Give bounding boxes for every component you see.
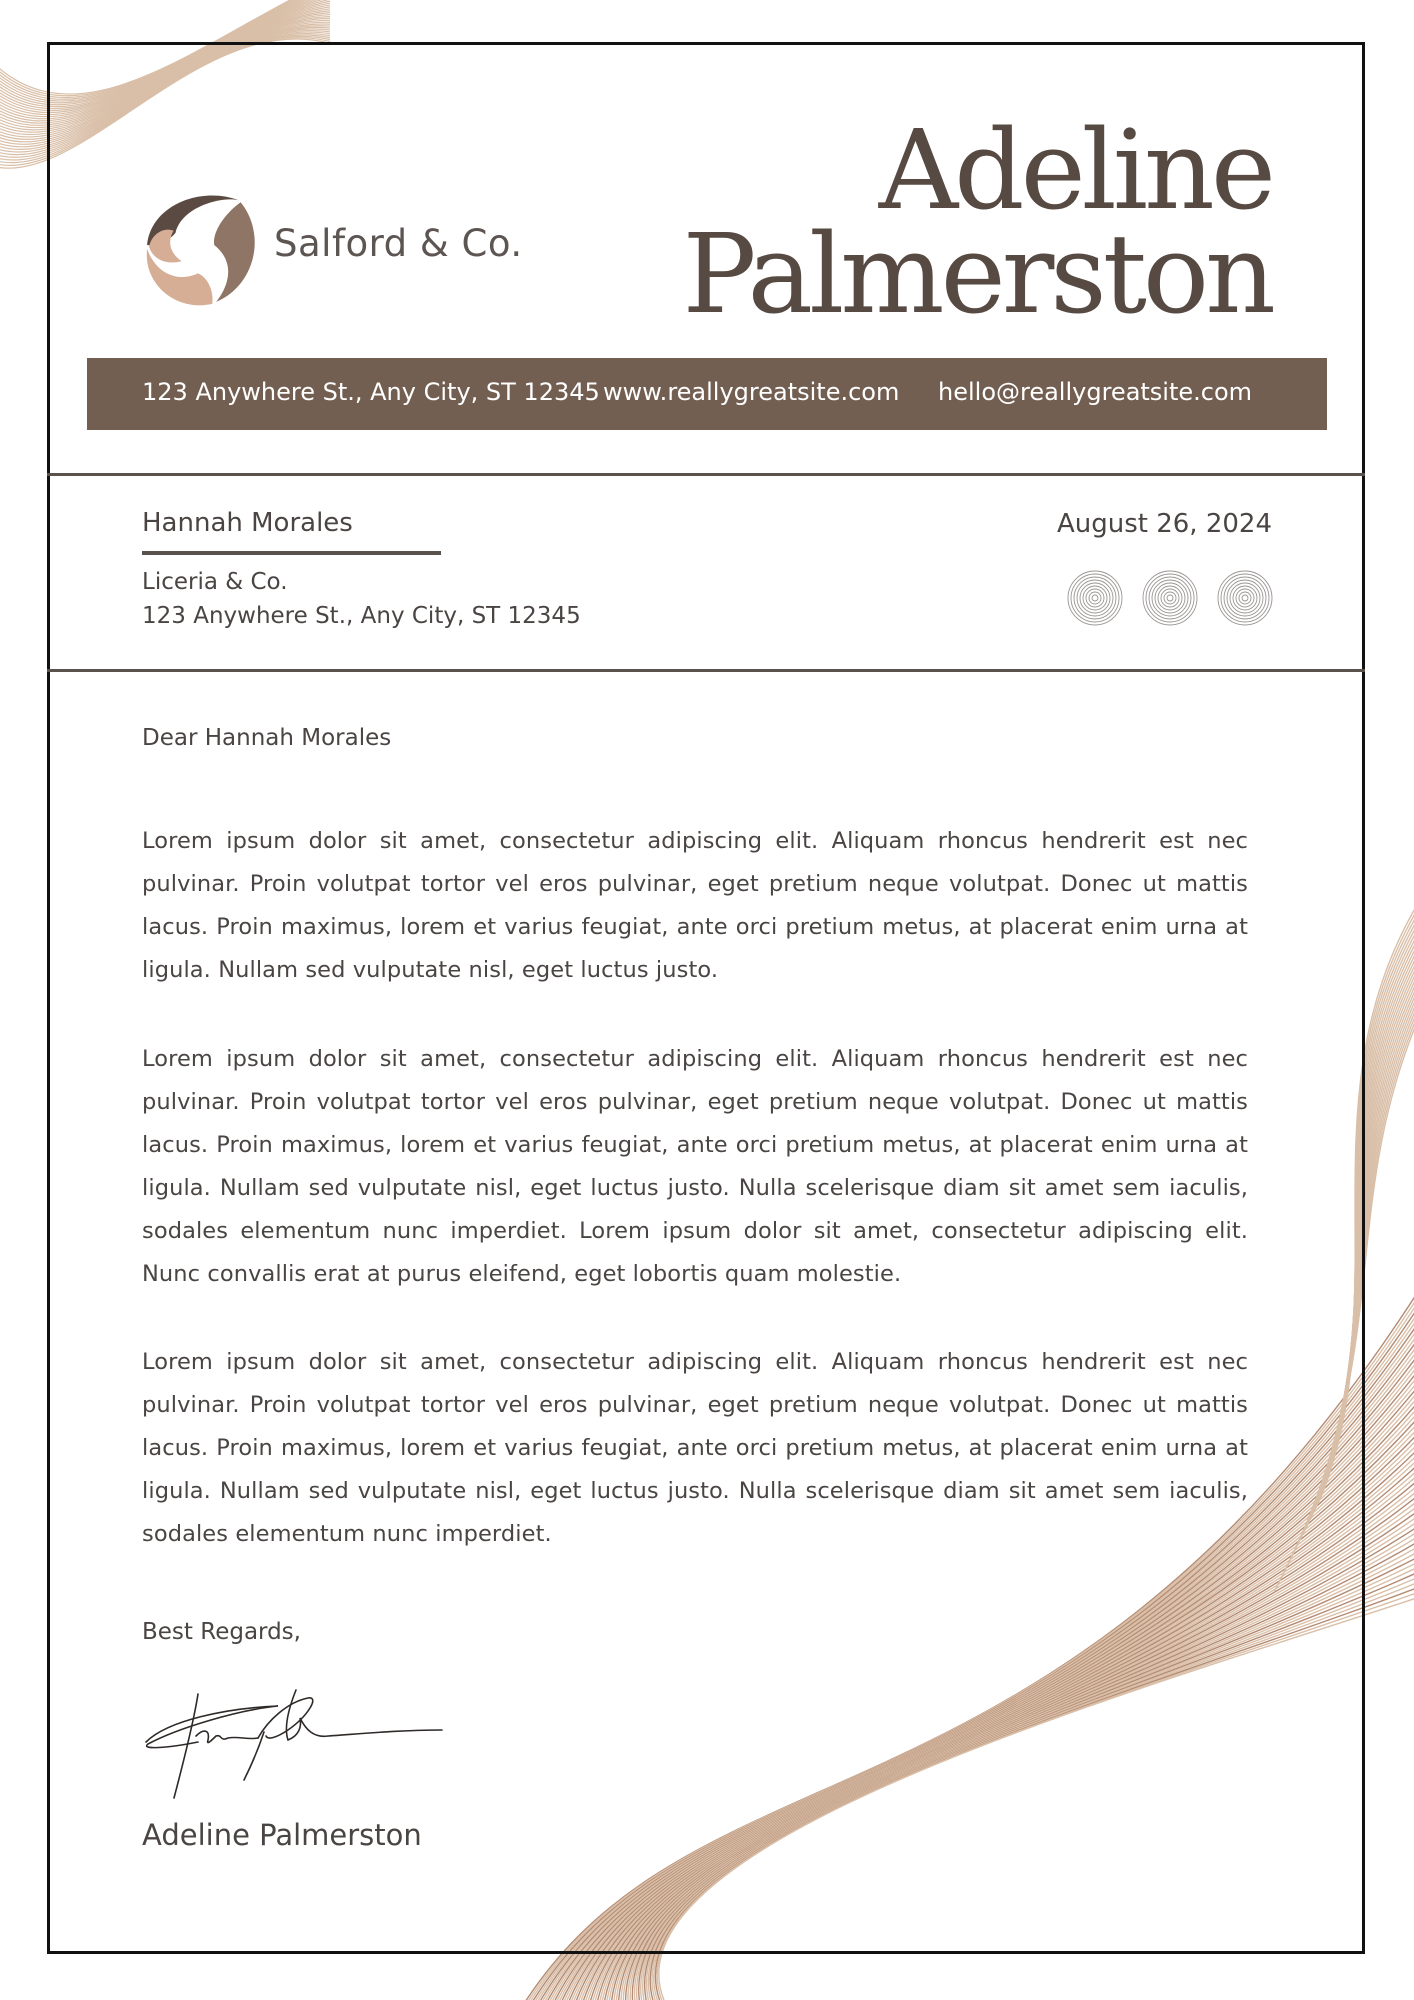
closing-text: Best Regards, <box>142 1619 301 1645</box>
swirl-logo-icon <box>141 186 263 308</box>
contact-address: 123 Anywhere St., Any City, ST 12345 <box>142 378 600 406</box>
sender-name-heading <box>682 106 1272 338</box>
decorative-circles <box>1066 569 1274 627</box>
signer-name: Adeline Palmerston <box>142 1818 422 1852</box>
recipient-divider <box>47 669 1365 672</box>
contact-email[interactable]: hello@reallygreatsite.com <box>938 378 1253 406</box>
contact-bar <box>87 358 1327 430</box>
recipient-name: Hannah Morales <box>142 508 353 538</box>
signature-image <box>138 1680 448 1810</box>
sender-last-name: Palmerston <box>682 210 1272 338</box>
sender-first-name: Adeline <box>878 106 1272 234</box>
salutation: Dear Hannah Morales <box>142 725 392 751</box>
body-paragraph-2: Lorem ipsum dolor sit amet, consectetur adipiscing elit. Aliquam rhoncus hendrerit est nec pulvinar. Proin volutpat tortor vel eros pulvinar, eget pretium neque volutpat. Donec ut mattis lacus. Proin maximus, lorem et varius feugiat, ante orci pretium metus, at placerat enim urna at ligula. Nullam sed vulputate nisl, eget luctus justo. Nulla scelerisque diam sit amet sem iaculis, sodales elementum nunc imperdiet. Lorem ipsum dolor sit amet, consectetur adipiscing elit. Nunc convallis erat at purus eleifend, eget lobortis quam molestie. <box>142 1046 1248 1287</box>
recipient-address: 123 Anywhere St., Any City, ST 12345 <box>142 603 581 629</box>
body-paragraph-3: Lorem ipsum dolor sit amet, consectetur adipiscing elit. Aliquam rhoncus hendrerit est nec pulvinar. Proin volutpat tortor vel eros pulvinar, eget pretium neque volutpat. Donec ut mattis lacus. Proin maximus, lorem et varius feugiat, ante orci pretium metus, at placerat enim urna at ligula. Nullam sed vulputate nisl, eget luctus justo. Nulla scelerisque diam sit amet sem iaculis, sodales elementum nunc imperdiet. <box>142 1349 1248 1547</box>
contact-website[interactable]: www.reallygreatsite.com <box>603 378 900 406</box>
recipient-company: Liceria & Co. <box>142 569 288 595</box>
header-divider <box>47 473 1365 476</box>
letter-date: August 26, 2024 <box>1056 509 1272 539</box>
company-name: Salford & Co. <box>274 222 523 265</box>
recipient-name-underline <box>142 551 441 555</box>
body-paragraph-1: Lorem ipsum dolor sit amet, consectetur adipiscing elit. Aliquam rhoncus hendrerit est nec pulvinar. Proin volutpat tortor vel eros pulvinar, eget pretium neque volutpat. Donec ut mattis lacus. Proin maximus, lorem et varius feugiat, ante orci pretium metus, at placerat enim urna at ligula. Nullam sed vulputate nisl, eget luctus justo. <box>142 828 1248 983</box>
